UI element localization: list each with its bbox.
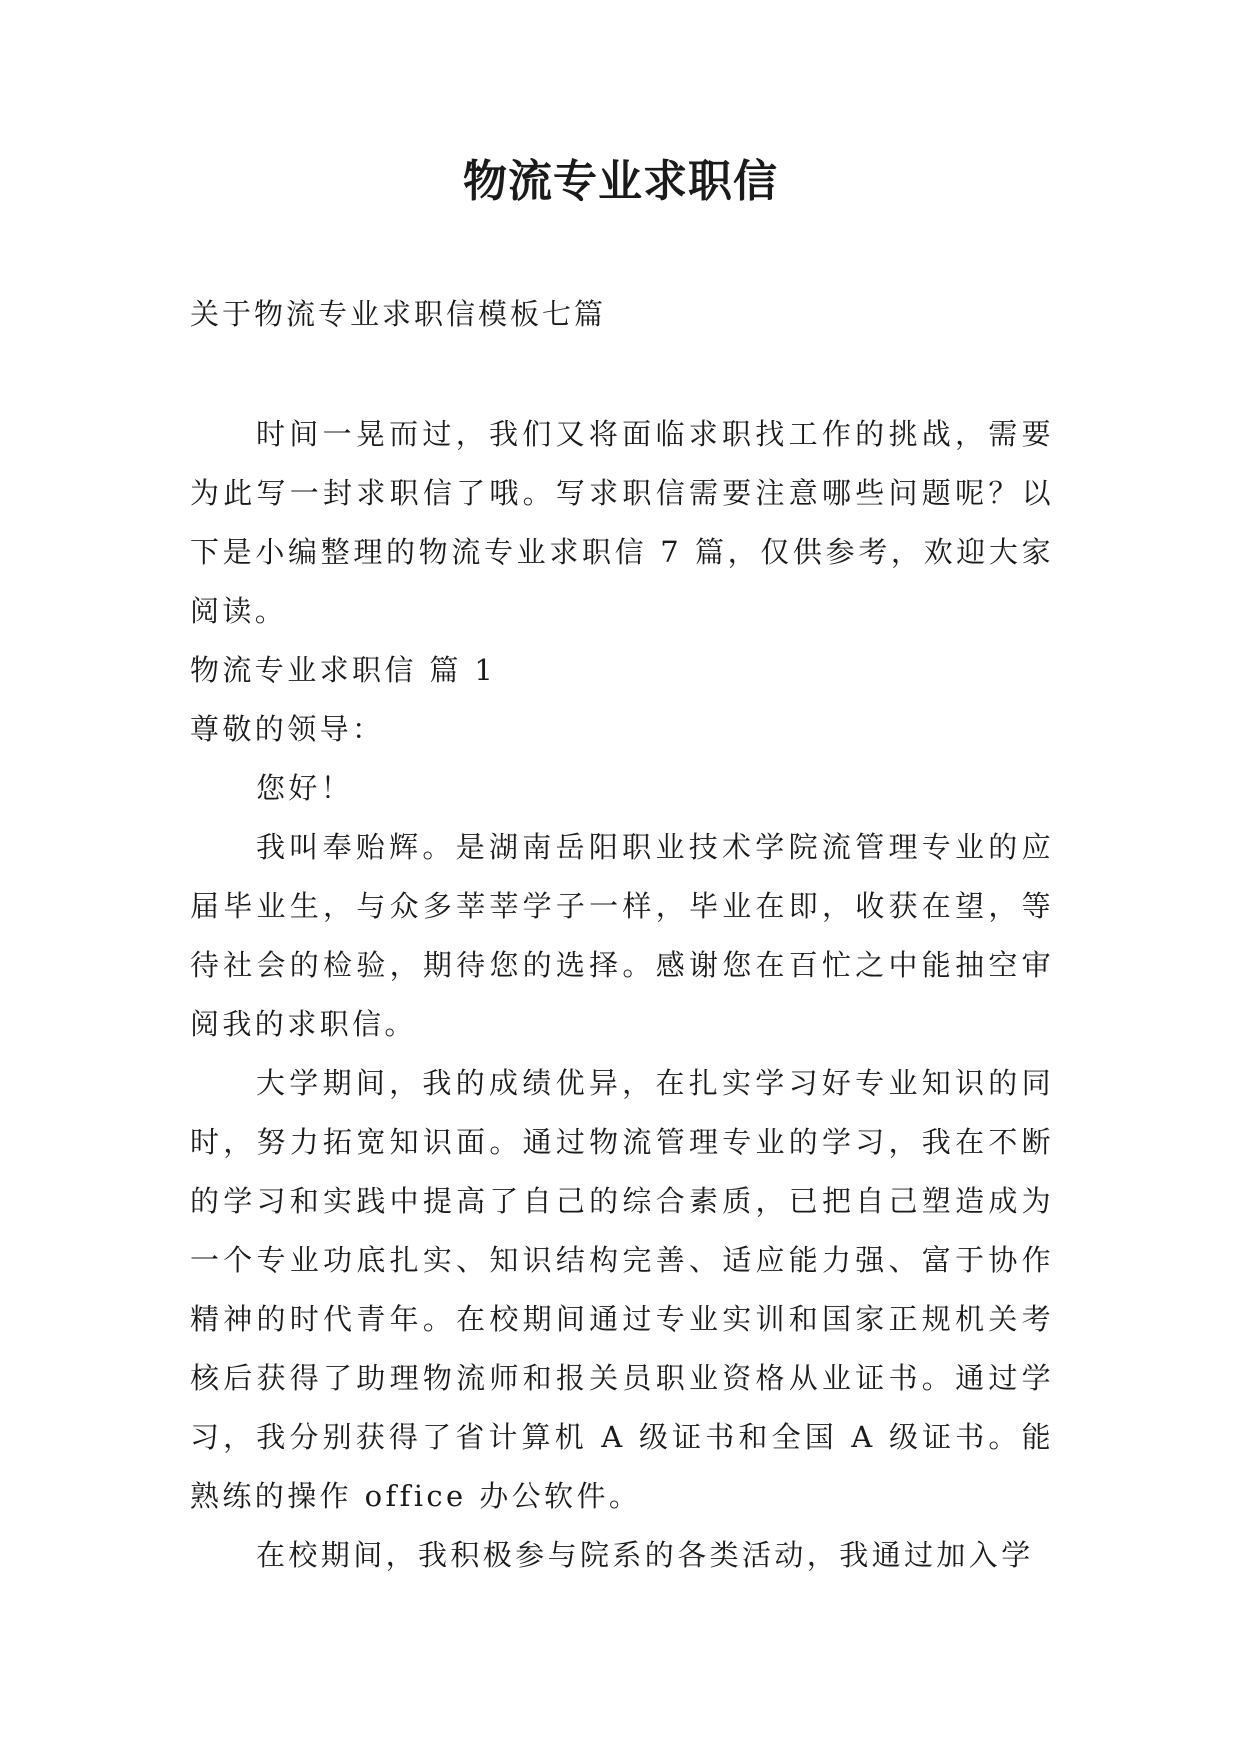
paragraph-self-intro: 我叫奉贻辉。是湖南岳阳职业技术学院流管理专业的应届毕业生，与众多莘莘学子一样，毕业在即，收获在望，等待社会的检验，期待您的选择。感谢您在百忙之中能抽空审阅我的求职信。 <box>190 830 1054 1041</box>
document-body <box>190 405 1054 1585</box>
greeting: 您好！ <box>256 771 354 805</box>
document-subtitle: 关于物流专业求职信模板七篇 <box>190 297 607 331</box>
document-title: 物流专业求职信 <box>463 156 778 207</box>
paragraph-intro: 时间一晃而过，我们又将面临求职找工作的挑战，需要为此写一封求职信了哦。写求职信需要注意哪些问题呢？以下是小编整理的物流专业求职信 7 篇，仅供参考，欢迎大家阅读。 <box>190 417 1054 628</box>
paragraph-activities: 在校期间，我积极参与院系的各类活动，我通过加入学 <box>256 1538 1034 1572</box>
paragraph-education: 大学期间，我的成绩优异，在扎实学习好专业知识的同时，努力拓宽知识面。通过物流管理专业的学习，我在不断的学习和实践中提高了自己的综合素质，已把自己塑造成为一个专业功底扎实、知识结构完善、适应能力强、富于协作精神的时代青年。在校期间通过专业实训和国家正规机关考核后获得了助理物流师和报关员职业资格从业证书。通过学习，我分别获得了省计算机 A 级证书和全国 A 级证书。能熟练的操作 office 办公软件。 <box>190 1066 1054 1513</box>
salutation: 尊敬的领导： <box>190 712 385 746</box>
section-heading: 物流专业求职信 篇 1 <box>190 653 497 687</box>
